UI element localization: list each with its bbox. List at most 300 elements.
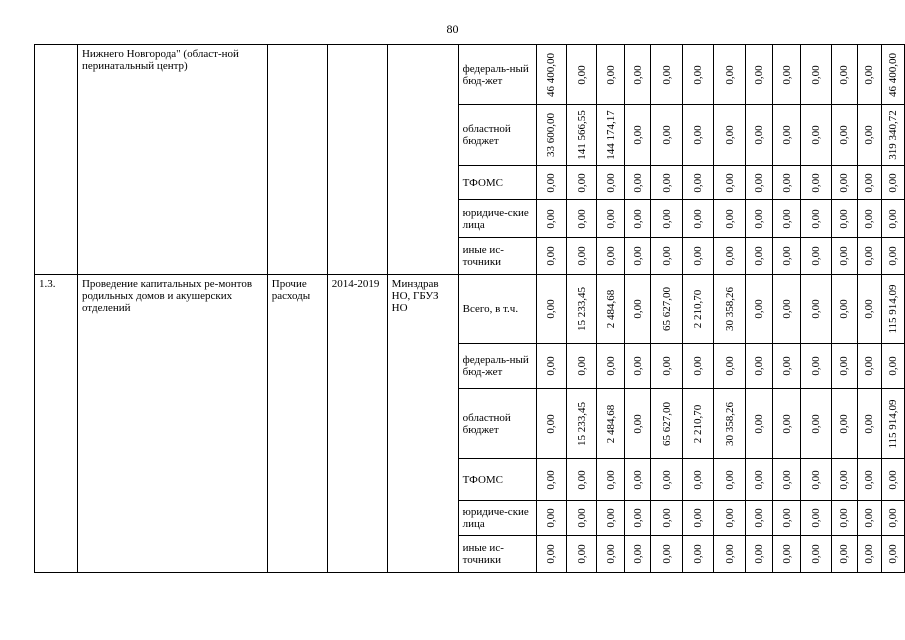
amount-cell — [881, 275, 904, 344]
amount-cell — [651, 45, 683, 105]
amount-cell — [857, 501, 881, 536]
amount-value: 0,00 — [780, 508, 793, 528]
amount-cell — [597, 459, 625, 501]
amount-cell — [857, 389, 881, 459]
amount-cell — [857, 459, 881, 501]
amount-value: 0,00 — [631, 64, 644, 85]
amount-cell — [566, 459, 597, 501]
item-number: 1.3. — [35, 275, 78, 573]
amount-cell — [566, 105, 597, 166]
amount-cell — [597, 344, 625, 389]
amount-cell — [746, 501, 773, 536]
amount-value: 0,00 — [753, 299, 766, 319]
amount-value: 0,00 — [631, 413, 644, 434]
amount-cell — [746, 275, 773, 344]
amount-cell — [801, 238, 832, 275]
amount-cell — [651, 238, 683, 275]
amount-value: 0,00 — [780, 413, 793, 434]
amount-cell — [651, 501, 683, 536]
amount-cell — [773, 275, 801, 344]
amount-value: 0,00 — [631, 299, 644, 319]
amount-value: 0,00 — [780, 64, 793, 85]
amount-value: 46 400,00 — [886, 52, 899, 97]
funding-source: областной бюджет — [458, 105, 536, 166]
amount-value: 0,00 — [886, 246, 899, 266]
amount-value: 0,00 — [631, 125, 644, 145]
amount-cell — [683, 166, 714, 200]
funding-source: федераль-ный бюд-жет — [458, 45, 536, 105]
amount-cell — [566, 166, 597, 200]
amount-value: 0,00 — [863, 125, 876, 145]
amount-value: 0,00 — [660, 172, 673, 193]
amount-value: 0,00 — [863, 469, 876, 490]
amount-cell — [801, 536, 832, 573]
amount-value: 0,00 — [810, 299, 823, 319]
funding-source: иные ис-точники — [458, 536, 536, 573]
amount-value: 0,00 — [753, 172, 766, 193]
amount-value: 0,00 — [545, 299, 558, 319]
amount-value: 0,00 — [886, 208, 899, 229]
amount-value: 0,00 — [723, 508, 736, 528]
amount-cell — [746, 238, 773, 275]
amount-value: 2 210,70 — [692, 404, 705, 443]
amount-value: 0,00 — [810, 508, 823, 528]
amount-cell — [597, 389, 625, 459]
amount-cell — [773, 501, 801, 536]
amount-cell — [625, 536, 651, 573]
amount-cell — [801, 344, 832, 389]
amount-cell — [746, 200, 773, 238]
amount-cell — [746, 45, 773, 105]
amount-cell — [536, 459, 566, 501]
amount-value: 0,00 — [780, 246, 793, 266]
funding-source: иные ис-точники — [458, 238, 536, 275]
amount-value: 0,00 — [863, 208, 876, 229]
amount-value: 33 600,00 — [545, 113, 558, 157]
amount-value: 15 233,45 — [575, 401, 588, 446]
amount-cell — [832, 501, 858, 536]
amount-cell — [536, 238, 566, 275]
amount-value: 0,00 — [753, 246, 766, 266]
amount-cell — [625, 200, 651, 238]
amount-value: 0,00 — [692, 508, 705, 528]
amount-cell — [832, 105, 858, 166]
amount-value: 144 174,17 — [604, 110, 617, 160]
amount-value: 0,00 — [753, 413, 766, 434]
amount-cell — [683, 275, 714, 344]
amount-value: 0,00 — [660, 208, 673, 229]
amount-value: 0,00 — [604, 208, 617, 229]
amount-cell — [625, 238, 651, 275]
amount-cell — [651, 536, 683, 573]
amount-value: 0,00 — [692, 469, 705, 490]
funding-source: юридиче-ские лица — [458, 200, 536, 238]
period: 2014-2019 — [327, 275, 387, 573]
item-number — [35, 45, 78, 275]
amount-cell — [773, 200, 801, 238]
amount-cell — [625, 344, 651, 389]
item-name: Нижнего Новгорода" (област-ной перинатальный центр) — [77, 45, 267, 275]
amount-value: 0,00 — [575, 246, 588, 266]
funding-source: ТФОМС — [458, 166, 536, 200]
amount-cell — [857, 536, 881, 573]
amount-value: 0,00 — [604, 246, 617, 266]
amount-value: 0,00 — [780, 469, 793, 490]
amount-value: 0,00 — [810, 246, 823, 266]
amount-value: 115 914,09 — [886, 398, 899, 449]
amount-cell — [857, 275, 881, 344]
amount-value: 0,00 — [723, 469, 736, 490]
amount-cell — [625, 105, 651, 166]
amount-value: 0,00 — [660, 508, 673, 528]
amount-cell — [714, 105, 746, 166]
amount-value: 0,00 — [660, 125, 673, 145]
amount-value: 0,00 — [886, 508, 899, 528]
amount-cell — [536, 166, 566, 200]
amount-cell — [801, 200, 832, 238]
amount-cell — [746, 166, 773, 200]
amount-cell — [714, 275, 746, 344]
amount-cell — [773, 105, 801, 166]
amount-value: 0,00 — [810, 125, 823, 145]
amount-value: 0,00 — [753, 125, 766, 145]
amount-cell — [625, 275, 651, 344]
amount-value: 0,00 — [604, 356, 617, 376]
amount-cell — [857, 238, 881, 275]
amount-value: 0,00 — [604, 508, 617, 528]
amount-value: 0,00 — [575, 544, 588, 564]
amount-cell — [683, 105, 714, 166]
amount-value: 0,00 — [838, 299, 851, 319]
amount-cell — [881, 238, 904, 275]
amount-cell — [773, 238, 801, 275]
amount-value: 0,00 — [753, 508, 766, 528]
amount-cell — [746, 459, 773, 501]
amount-value: 0,00 — [753, 544, 766, 564]
amount-value: 0,00 — [545, 172, 558, 193]
amount-value: 0,00 — [886, 356, 899, 376]
amount-value: 0,00 — [723, 172, 736, 193]
amount-value: 0,00 — [838, 125, 851, 145]
amount-value: 0,00 — [886, 469, 899, 490]
amount-cell — [566, 45, 597, 105]
budget-table — [34, 44, 905, 573]
amount-value: 0,00 — [780, 208, 793, 229]
amount-cell — [801, 166, 832, 200]
amount-cell — [683, 200, 714, 238]
amount-value: 0,00 — [753, 469, 766, 490]
amount-value: 30 358,26 — [723, 287, 736, 331]
amount-value: 0,00 — [660, 469, 673, 490]
amount-cell — [773, 389, 801, 459]
amount-value: 30 358,26 — [723, 401, 736, 446]
amount-value: 0,00 — [545, 356, 558, 376]
amount-cell — [683, 459, 714, 501]
amount-cell — [566, 238, 597, 275]
amount-cell — [746, 344, 773, 389]
amount-cell — [597, 501, 625, 536]
amount-value: 115 914,09 — [886, 284, 899, 334]
table-row — [35, 275, 905, 344]
amount-cell — [857, 166, 881, 200]
amount-value: 0,00 — [838, 413, 851, 434]
amount-cell — [773, 459, 801, 501]
amount-cell — [651, 344, 683, 389]
amount-value: 0,00 — [838, 64, 851, 85]
amount-value: 0,00 — [631, 356, 644, 376]
amount-cell — [683, 45, 714, 105]
amount-value: 0,00 — [753, 356, 766, 376]
amount-cell — [597, 536, 625, 573]
amount-value: 141 566,55 — [575, 110, 588, 160]
amount-cell — [651, 166, 683, 200]
amount-cell — [714, 344, 746, 389]
amount-cell — [746, 105, 773, 166]
amount-value: 0,00 — [723, 208, 736, 229]
amount-cell — [801, 105, 832, 166]
amount-cell — [857, 200, 881, 238]
amount-cell — [832, 536, 858, 573]
amount-value: 0,00 — [838, 469, 851, 490]
amount-value: 0,00 — [780, 356, 793, 376]
executor — [387, 45, 458, 275]
amount-cell — [625, 45, 651, 105]
amount-value: 0,00 — [863, 508, 876, 528]
amount-cell — [566, 536, 597, 573]
amount-value: 15 233,45 — [575, 287, 588, 331]
amount-cell — [651, 200, 683, 238]
amount-cell — [597, 45, 625, 105]
funding-source: юридиче-ские лица — [458, 501, 536, 536]
amount-cell — [683, 389, 714, 459]
amount-cell — [597, 105, 625, 166]
amount-cell — [832, 344, 858, 389]
amount-cell — [857, 105, 881, 166]
amount-value: 2 484,68 — [604, 289, 617, 329]
amount-cell — [536, 200, 566, 238]
amount-cell — [773, 166, 801, 200]
amount-value: 0,00 — [631, 246, 644, 266]
expense-type — [267, 45, 327, 275]
amount-cell — [773, 45, 801, 105]
amount-value: 0,00 — [753, 208, 766, 229]
amount-value: 0,00 — [692, 125, 705, 145]
amount-cell — [832, 166, 858, 200]
amount-value: 0,00 — [886, 172, 899, 193]
amount-cell — [625, 166, 651, 200]
amount-value: 0,00 — [692, 356, 705, 376]
amount-value: 0,00 — [545, 413, 558, 434]
amount-value: 0,00 — [575, 208, 588, 229]
amount-cell — [651, 389, 683, 459]
amount-value: 0,00 — [810, 469, 823, 490]
amount-value: 0,00 — [545, 544, 558, 564]
amount-cell — [881, 459, 904, 501]
amount-cell — [832, 389, 858, 459]
page-number: 80 — [446, 22, 459, 36]
amount-cell — [881, 200, 904, 238]
amount-cell — [566, 275, 597, 344]
amount-value: 2 484,68 — [604, 404, 617, 443]
amount-value: 0,00 — [863, 64, 876, 85]
amount-cell — [683, 344, 714, 389]
amount-cell — [832, 275, 858, 344]
amount-value: 0,00 — [723, 544, 736, 564]
amount-cell — [832, 238, 858, 275]
amount-value: 0,00 — [692, 246, 705, 266]
amount-value: 0,00 — [838, 356, 851, 376]
amount-value: 0,00 — [810, 544, 823, 564]
amount-value: 0,00 — [604, 64, 617, 85]
amount-value: 0,00 — [810, 413, 823, 434]
amount-value: 0,00 — [575, 172, 588, 193]
amount-cell — [832, 45, 858, 105]
amount-value: 0,00 — [838, 172, 851, 193]
amount-value: 0,00 — [838, 544, 851, 564]
amount-cell — [536, 275, 566, 344]
amount-cell — [881, 166, 904, 200]
amount-cell — [536, 105, 566, 166]
amount-value: 0,00 — [660, 544, 673, 564]
amount-cell — [597, 200, 625, 238]
amount-value: 0,00 — [810, 356, 823, 376]
amount-value: 0,00 — [863, 544, 876, 564]
amount-cell — [625, 501, 651, 536]
amount-cell — [536, 536, 566, 573]
amount-cell — [683, 238, 714, 275]
amount-value: 0,00 — [838, 208, 851, 229]
funding-source: областной бюджет — [458, 389, 536, 459]
table-row — [35, 45, 905, 105]
amount-value: 0,00 — [692, 64, 705, 85]
amount-cell — [597, 238, 625, 275]
funding-source: Всего, в т.ч. — [458, 275, 536, 344]
amount-cell — [566, 200, 597, 238]
amount-cell — [597, 275, 625, 344]
amount-cell — [714, 501, 746, 536]
amount-cell — [746, 389, 773, 459]
amount-cell — [857, 344, 881, 389]
amount-value: 0,00 — [631, 208, 644, 229]
amount-value: 0,00 — [723, 356, 736, 376]
amount-cell — [714, 536, 746, 573]
amount-value: 0,00 — [810, 208, 823, 229]
amount-cell — [714, 166, 746, 200]
amount-value: 0,00 — [692, 208, 705, 229]
amount-value: 0,00 — [863, 299, 876, 319]
amount-value: 0,00 — [631, 469, 644, 490]
period — [327, 45, 387, 275]
amount-value: 0,00 — [545, 508, 558, 528]
amount-cell — [832, 200, 858, 238]
amount-cell — [746, 536, 773, 573]
amount-cell — [651, 105, 683, 166]
amount-cell — [536, 501, 566, 536]
amount-cell — [881, 45, 904, 105]
amount-cell — [625, 459, 651, 501]
amount-cell — [651, 459, 683, 501]
amount-value: 0,00 — [863, 246, 876, 266]
amount-value: 0,00 — [545, 246, 558, 266]
amount-value: 0,00 — [810, 172, 823, 193]
amount-value: 0,00 — [723, 246, 736, 266]
amount-cell — [566, 389, 597, 459]
amount-cell — [881, 389, 904, 459]
amount-value: 0,00 — [753, 64, 766, 85]
amount-cell — [881, 344, 904, 389]
amount-cell — [651, 275, 683, 344]
amount-value: 0,00 — [692, 172, 705, 193]
amount-value: 0,00 — [575, 64, 588, 85]
amount-value: 0,00 — [886, 544, 899, 564]
amount-value: 0,00 — [545, 208, 558, 229]
amount-value: 319 340,72 — [886, 110, 899, 160]
item-name: Проведение капитальных ре-монтов родильных домов и акушерских отделений — [77, 275, 267, 573]
amount-cell — [801, 459, 832, 501]
amount-value: 0,00 — [660, 246, 673, 266]
amount-value: 0,00 — [631, 544, 644, 564]
amount-value: 0,00 — [723, 125, 736, 145]
amount-cell — [714, 238, 746, 275]
amount-value: 0,00 — [863, 172, 876, 193]
amount-value: 0,00 — [604, 469, 617, 490]
amount-cell — [881, 501, 904, 536]
amount-value: 0,00 — [660, 64, 673, 85]
amount-value: 46 400,00 — [545, 52, 558, 97]
amount-cell — [773, 536, 801, 573]
amount-cell — [801, 389, 832, 459]
expense-type: Прочие расходы — [267, 275, 327, 573]
amount-value: 0,00 — [780, 172, 793, 193]
amount-cell — [714, 459, 746, 501]
amount-cell — [881, 536, 904, 573]
amount-value: 65 627,00 — [660, 401, 673, 446]
amount-value: 0,00 — [780, 125, 793, 145]
amount-cell — [683, 501, 714, 536]
amount-value: 0,00 — [604, 172, 617, 193]
amount-cell — [597, 166, 625, 200]
amount-value: 0,00 — [863, 356, 876, 376]
amount-value: 0,00 — [692, 544, 705, 564]
amount-value: 0,00 — [604, 544, 617, 564]
amount-value: 0,00 — [631, 172, 644, 193]
amount-value: 0,00 — [723, 64, 736, 85]
amount-value: 0,00 — [631, 508, 644, 528]
amount-cell — [536, 389, 566, 459]
amount-value: 0,00 — [575, 508, 588, 528]
amount-cell — [832, 459, 858, 501]
amount-cell — [566, 501, 597, 536]
amount-cell — [714, 389, 746, 459]
executor: Минздрав НО, ГБУЗ НО — [387, 275, 458, 573]
amount-cell — [801, 45, 832, 105]
amount-value: 0,00 — [545, 469, 558, 490]
amount-value: 0,00 — [660, 356, 673, 376]
amount-value: 0,00 — [863, 413, 876, 434]
amount-value: 0,00 — [810, 64, 823, 85]
amount-cell — [714, 200, 746, 238]
amount-value: 0,00 — [838, 508, 851, 528]
amount-cell — [683, 536, 714, 573]
amount-cell — [773, 344, 801, 389]
amount-value: 0,00 — [838, 246, 851, 266]
amount-cell — [566, 344, 597, 389]
amount-cell — [714, 45, 746, 105]
funding-source: ТФОМС — [458, 459, 536, 501]
amount-cell — [881, 105, 904, 166]
amount-value: 65 627,00 — [660, 287, 673, 331]
amount-value: 0,00 — [780, 544, 793, 564]
